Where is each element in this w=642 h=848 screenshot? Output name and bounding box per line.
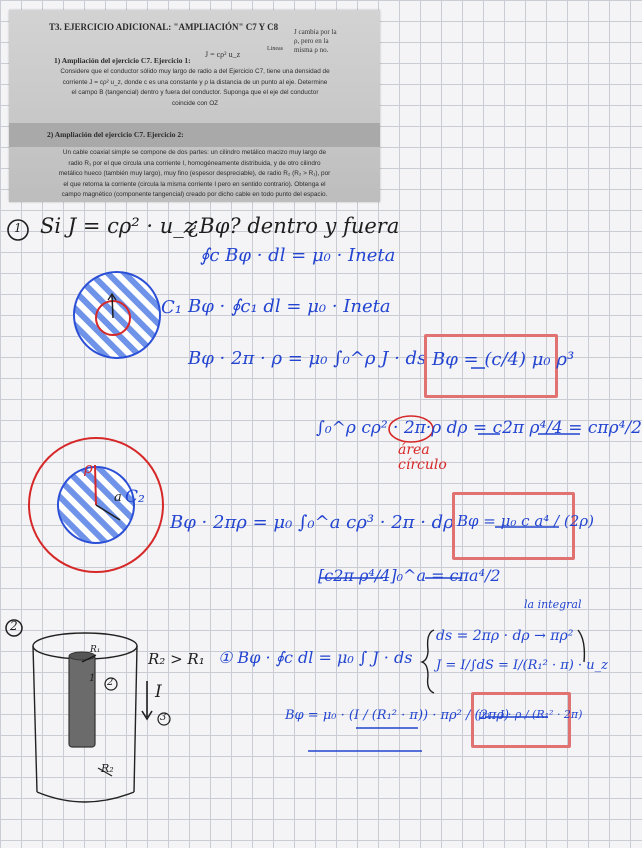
- inner-solid-cylinder: [69, 655, 95, 747]
- radius-arrow-1: [112, 295, 113, 318]
- result-inside: Bφ = (c/4) μ₀ ρ³: [432, 349, 575, 370]
- problem2-step1: ① Bφ · ∮c dl = μ₀ ∫ J · ds: [218, 648, 413, 667]
- step-outside-equation: Bφ · 2πρ = μ₀ ∫₀^a cρ³ · 2π · dρ: [170, 512, 454, 533]
- bracket-J: J = I/∫dS = I/(R₁² · π) · u_z: [436, 658, 608, 673]
- margin-handwritten-note: J cambia por la ρ, pero en la misma ρ no.: [294, 28, 337, 54]
- step2-equation: Bφ · 2π · ρ = μ₀ ∫₀^ρ J · ds: [188, 348, 427, 369]
- problem1-number: 1: [14, 221, 22, 235]
- item1-text: Considere que el conductor sólido muy largo de radio a del Ejercicio C7, tiene una densidad de corriente J = cρ² u_z, donde c es una constante y ρ la distancia de un punto al eje. Determine el campo B (tangencial) dentro y fuera del conductor. Suponga que el eje del conductor coincide con OZ: [60, 68, 330, 107]
- result-problem2: μ₀ · I · ρ / (R₁² · 2π): [478, 708, 583, 721]
- integral-note: la integral: [524, 598, 582, 611]
- problem2-number: 2: [10, 619, 18, 633]
- r2-label: R₂: [101, 762, 114, 775]
- sheet-heading: T3. EJERCICIO ADICIONAL: "AMPLIACIÓN" C7 Y C8: [49, 22, 279, 32]
- c2-label: C₂: [125, 487, 145, 507]
- bracket-ds: ds = 2πρ · dρ → πρ²: [436, 628, 574, 644]
- area-circle-note: área círculo: [398, 442, 447, 473]
- integral-outside: [c2π ρ⁴/4]₀^a = cπa⁴/2: [318, 566, 501, 585]
- lineas-note: Lineas: [267, 46, 283, 52]
- item1-formula: J = cρ² u_z: [205, 50, 241, 59]
- item1-title: 1) Ampliación del ejercicio C7. Ejercicio 1:: [54, 56, 191, 65]
- region1-label: 1: [89, 673, 96, 684]
- result-outside: Bφ = μ₀ c a⁴ / (2ρ): [457, 512, 594, 530]
- region2-label: 2: [107, 677, 114, 688]
- problem1-statement: Si J = cρ² · u_z: [40, 214, 195, 238]
- radii-note: R₂ > R₁: [148, 650, 205, 668]
- rho-radius-line: [95, 465, 96, 505]
- c1-label: C₁: [161, 297, 182, 318]
- item2-title: 2) Ampliación del ejercicio C7. Ejercicio 2:: [47, 130, 184, 139]
- problem1-question: ¿Bφ? dentro y fuera: [188, 214, 400, 238]
- outer-cylinder-bottom: [37, 792, 134, 802]
- rho-label: ρ: [84, 459, 93, 477]
- a-label: a: [114, 490, 122, 505]
- conductor-cross-section-1: [74, 272, 160, 358]
- r1-label: R₁: [90, 645, 101, 655]
- item2-text: Un cable coaxial simple se compone de dos partes: un cilindro metálico macizo muy largo de radio R₁ por el que circula una corriente I, homogéneamente distribuida, y de otro cilindro metálico hueco (también muy largo), muy fino (espesor despreciable), de radio R₂ (R₂ > R₁), por el que retorna la corriente (circula la misma corriente I pero en sentido contrario). Obtenga el campo magnético (componente tangencial) creado por dicho cable en todo punto del espacio.: [58, 149, 331, 199]
- current-label: I: [155, 682, 162, 702]
- region3-label: 3: [160, 712, 167, 723]
- integral-inside: ∫₀^ρ cρ² · 2π·ρ dρ = c2π ρ⁴/4 = cπρ⁴/2: [316, 418, 642, 438]
- problem2-step2: Bφ = μ₀ · (I / (R₁² · π)) · πρ² / (2πρ): [285, 708, 510, 723]
- step1-equation: Bφ · ∮c₁ dl = μ₀ · Ineta: [188, 296, 391, 317]
- ampere-law: ∮c Bφ · dl = μ₀ · Ineta: [200, 245, 396, 266]
